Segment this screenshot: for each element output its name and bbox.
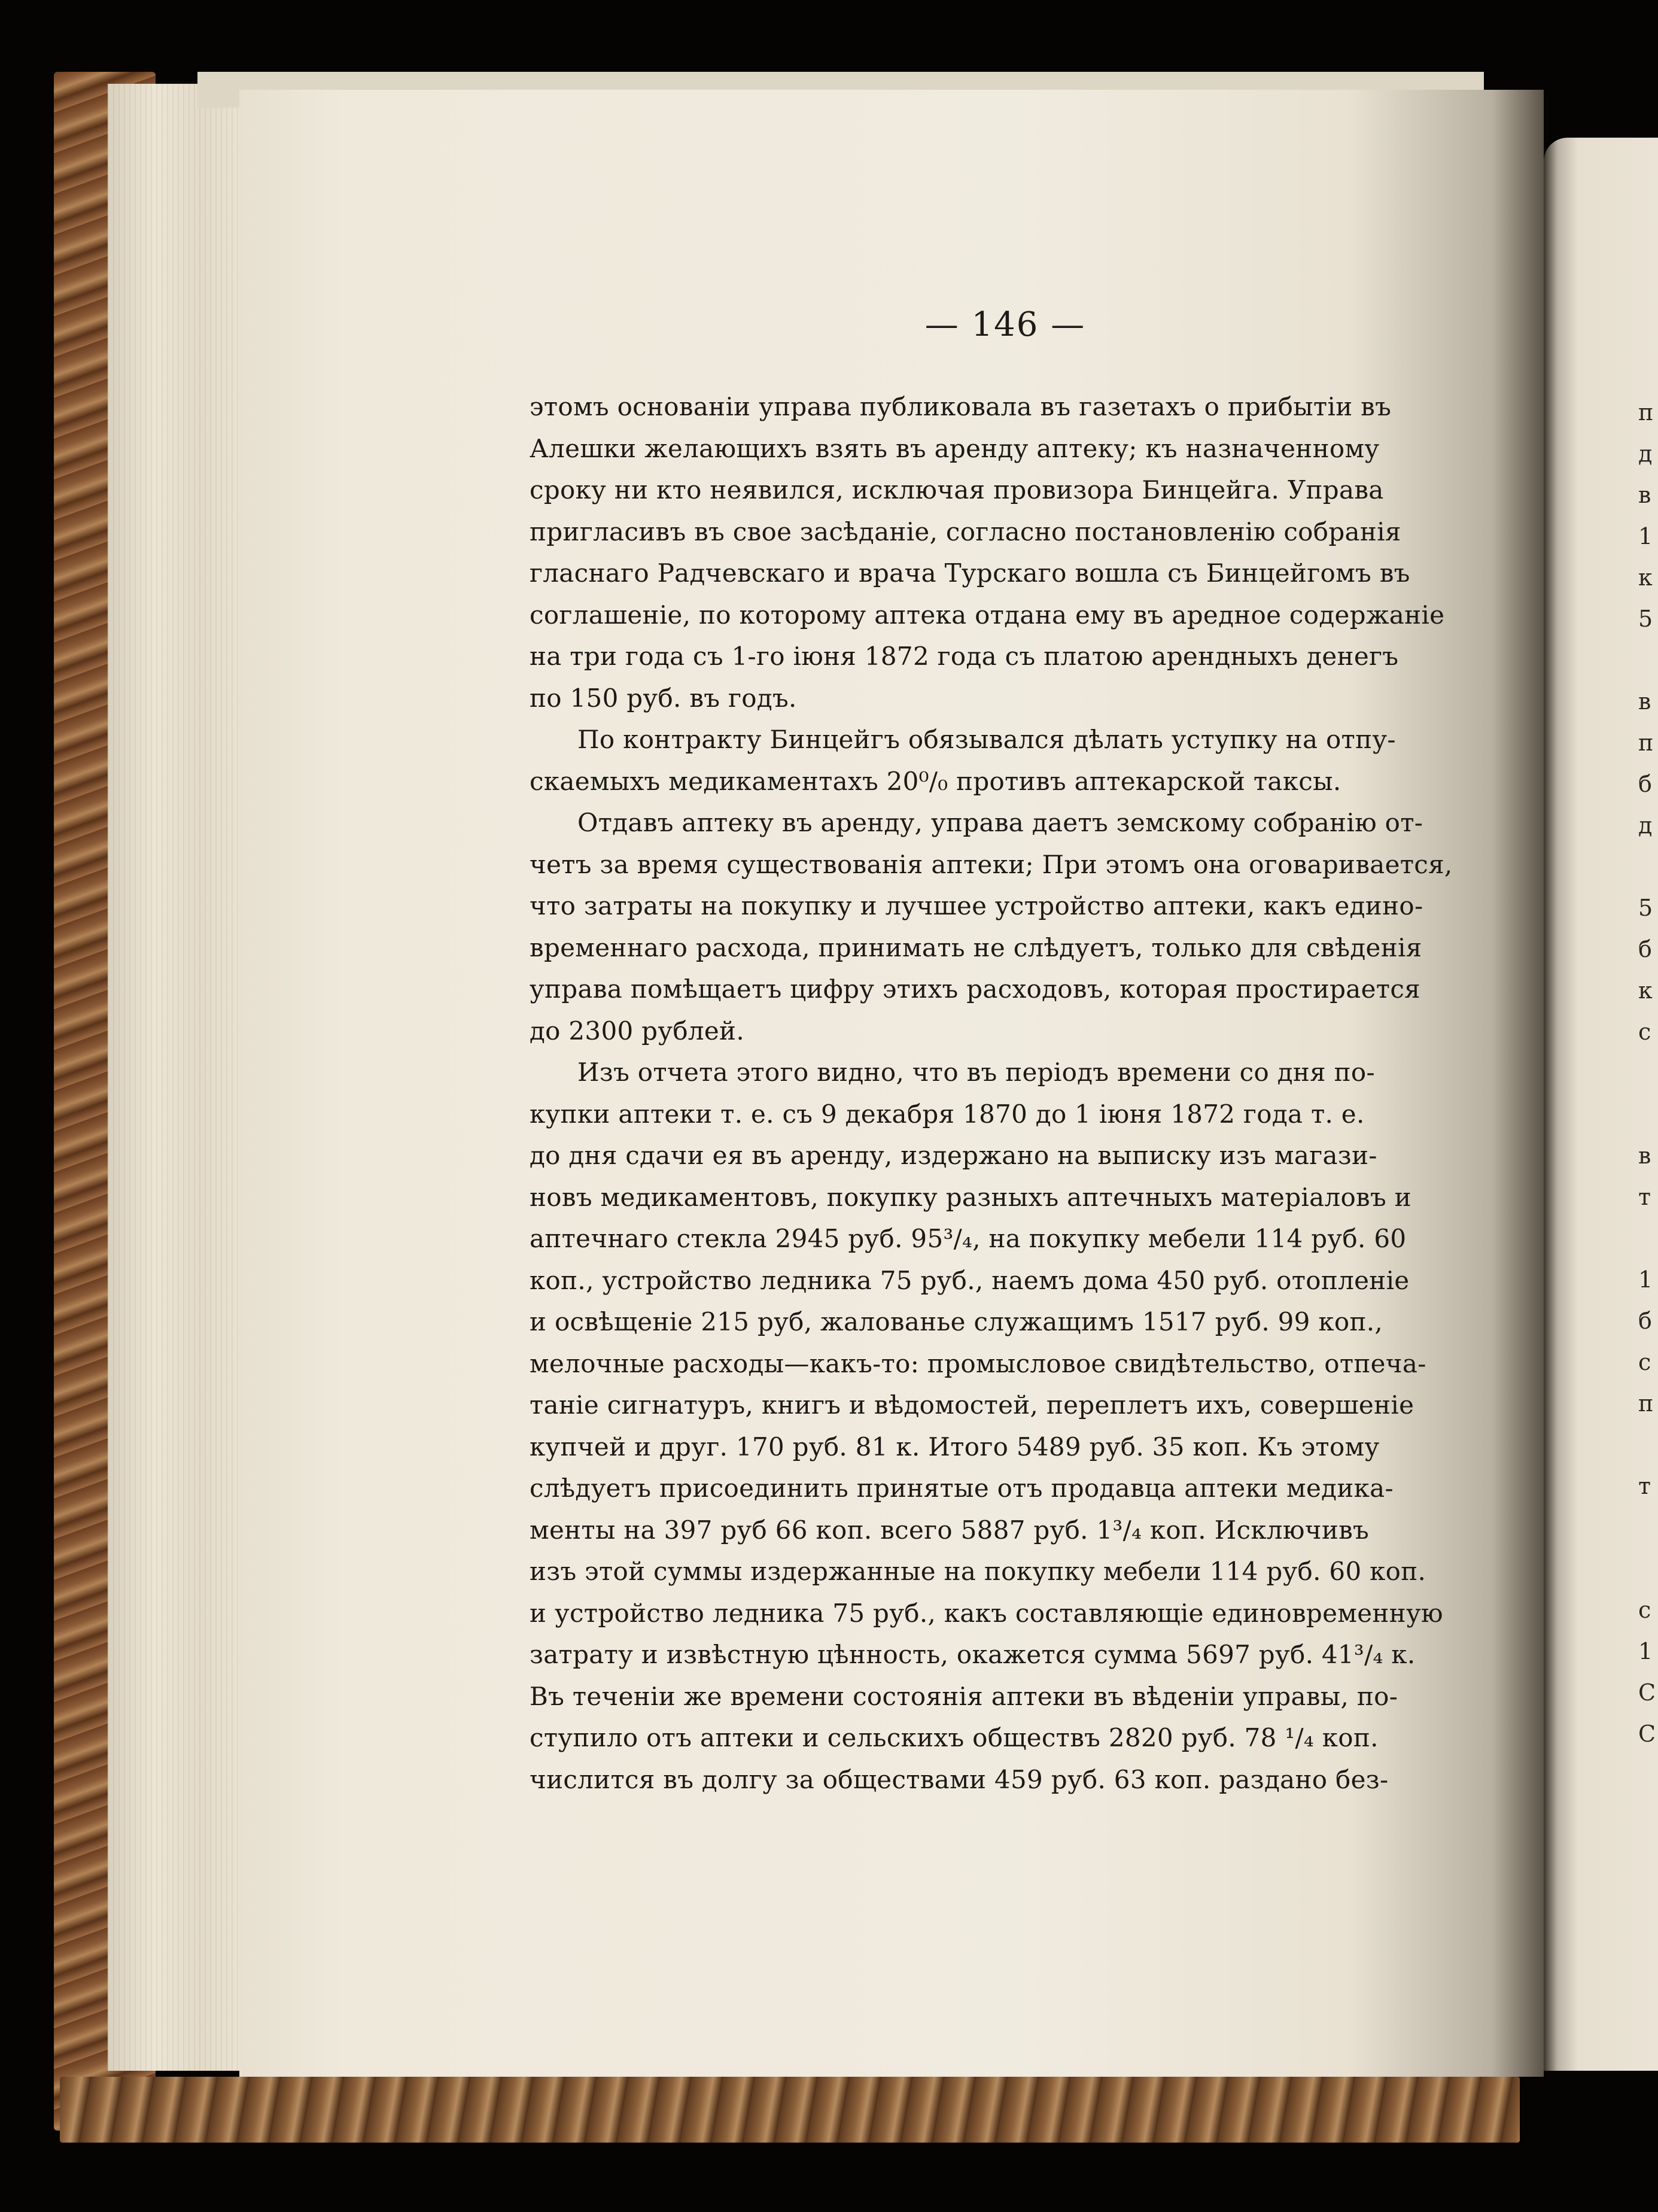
body-text [530, 386, 1481, 1800]
facing-page-fragment: т [1638, 1184, 1651, 1210]
text-line: четъ за время существованiя аптеки; При этомъ она оговаривается, [530, 849, 1453, 879]
text-line: ступило отъ аптеки и сельскихъ обществъ 2820 руб. 78 ¹/₄ коп. [530, 1723, 1379, 1752]
text-line: временнаго расхода, принимать не слѣдуетъ, только для свѣденiя [530, 932, 1422, 962]
facing-page-fragment: в [1638, 1143, 1651, 1169]
facing-page-fragment: 1 [1638, 1266, 1653, 1293]
facing-page-fragment: п [1638, 730, 1654, 756]
text-line: до дня сдачи ея въ аренду, издержано на выписку изъ магази- [530, 1141, 1377, 1170]
facing-page-fragment: б [1638, 771, 1652, 797]
facing-page-fragment: 5 [1638, 895, 1653, 921]
text-line: Отдавъ аптеку въ аренду, управа даетъ земскому собранiю от- [577, 808, 1423, 837]
text-line: менты на 397 руб 66 коп. всего 5887 руб. 1³/₄ коп. Исключивъ [530, 1515, 1370, 1545]
facing-page-fragment: в [1638, 482, 1651, 508]
facing-page-text-fragments [1638, 392, 1658, 1755]
facing-page-fragment: 5 [1638, 606, 1653, 632]
text-line: коп., устройство ледника 75 руб., наемъ дома 450 руб. отопленiе [530, 1265, 1410, 1295]
facing-page-fragment: С [1638, 1679, 1656, 1706]
text-line: купчей и друг. 170 руб. 81 к. Итого 5489 руб. 35 коп. Къ этому [530, 1432, 1380, 1462]
text-line: пригласивъ въ свое засѣданiе, согласно постановленiю собранiя [530, 516, 1401, 546]
text-line: по 150 руб. въ годъ. [530, 683, 797, 713]
text-line: слѣдуетъ присоединить принятые отъ продавца аптеки медика- [530, 1473, 1394, 1503]
facing-page-fragment: с [1638, 1349, 1651, 1375]
text-line: новъ медикаментовъ, покупку разныхъ аптечныхъ матерiаловъ и [530, 1182, 1411, 1212]
facing-page-fragment: д [1638, 812, 1653, 838]
facing-page-fragment [1638, 1053, 1658, 1094]
facing-page-fragment: б [1638, 936, 1652, 962]
facing-page-fragment [1638, 640, 1658, 681]
facing-page-fragment [1638, 846, 1658, 888]
text-line: затрату и извѣстную цѣнность, окажется сумма 5697 руб. 41³/₄ к. [530, 1640, 1416, 1669]
text-line: и устройство ледника 75 руб., какъ составляющiе единовременную [530, 1598, 1443, 1628]
text-line: скаемыхъ медикаментахъ 20⁰/₀ противъ аптекарской таксы. [530, 766, 1341, 796]
facing-page-fragment: в [1638, 688, 1651, 715]
facing-page-fragment [1638, 1548, 1658, 1590]
page-number: — 146 — [924, 305, 1086, 344]
text-line: Изъ отчета этого видно, что въ перiодъ времени со дня по- [577, 1058, 1375, 1087]
facing-page-fragment: д [1638, 440, 1653, 467]
facing-page-fragment: п [1638, 399, 1654, 426]
text-line: этомъ основанiи управа публиковала въ газетахъ о прибытiи въ [530, 392, 1392, 421]
text-line: что затраты на покупку и лучшее устройство аптеки, какъ едино- [530, 891, 1423, 920]
text-line: до 2300 рублей. [530, 1016, 744, 1046]
facing-page-fragment: 1 [1638, 1638, 1653, 1664]
text-line: танiе сигнатуръ, книгъ и вѣдомостей, переплетъ ихъ, совершенiе [530, 1390, 1414, 1420]
facing-page-fragment: п [1638, 1390, 1654, 1417]
facing-page-fragment: к [1638, 564, 1653, 591]
text-line: купки аптеки т. е. съ 9 декабря 1870 до 1 iюня 1872 года т. е. [530, 1099, 1365, 1129]
facing-page-fragment: б [1638, 1308, 1652, 1334]
text-line: на три года съ 1-го iюня 1872 года съ платою арендныхъ денегъ [530, 642, 1399, 671]
text-line: и освѣщенiе 215 руб, жалованье служащимъ 1517 руб. 99 коп., [530, 1307, 1383, 1336]
text-line: гласнаго Радчевскаго и врача Турскаго вошла съ Бинцейгомъ въ [530, 558, 1410, 588]
facing-page-fragment: к [1638, 977, 1653, 1004]
facing-page-fragment [1638, 1507, 1658, 1548]
facing-page-fragment: 1 [1638, 523, 1653, 549]
facing-page-fragment: с [1638, 1019, 1651, 1045]
facing-page-fragment [1638, 1094, 1658, 1135]
text-line: числится въ долгу за обществами 459 руб. 63 коп. раздано без- [530, 1764, 1389, 1794]
facing-page-fragment [1638, 1424, 1658, 1466]
book-cover-bottom [60, 2077, 1520, 2143]
text-line: соглашенiе, по которому аптека отдана ему въ аредное содержанiе [530, 600, 1445, 630]
facing-page-fragment [1638, 1218, 1658, 1259]
text-line: сроку ни кто неявился, исключая провизора Бинцейга. Управа [530, 475, 1384, 505]
text-line: изъ этой суммы издержанные на покупку мебели 114 руб. 60 коп. [530, 1557, 1426, 1586]
text-line: мелочные расходы—какъ-то: промысловое свидѣтельство, отпеча- [530, 1348, 1426, 1378]
text-line: Въ теченiи же времени состоянiя аптеки въ вѣденiи управы, по- [530, 1681, 1398, 1711]
facing-page-fragment: т [1638, 1473, 1651, 1499]
text-line: управа помѣщаетъ цифру этихъ расходовъ, которая простирается [530, 974, 1420, 1004]
facing-page-fragment: С [1638, 1721, 1656, 1747]
facing-page-fragment: с [1638, 1597, 1651, 1623]
text-line: По контракту Бинцейгъ обязывался дѣлать уступку на отпу- [577, 725, 1396, 754]
text-line: аптечнаго стекла 2945 руб. 95³/₄, на покупку мебели 114 руб. 60 [530, 1224, 1407, 1253]
text-line: Алешки желающихъ взять въ аренду аптеку; къ назначенному [530, 433, 1380, 463]
